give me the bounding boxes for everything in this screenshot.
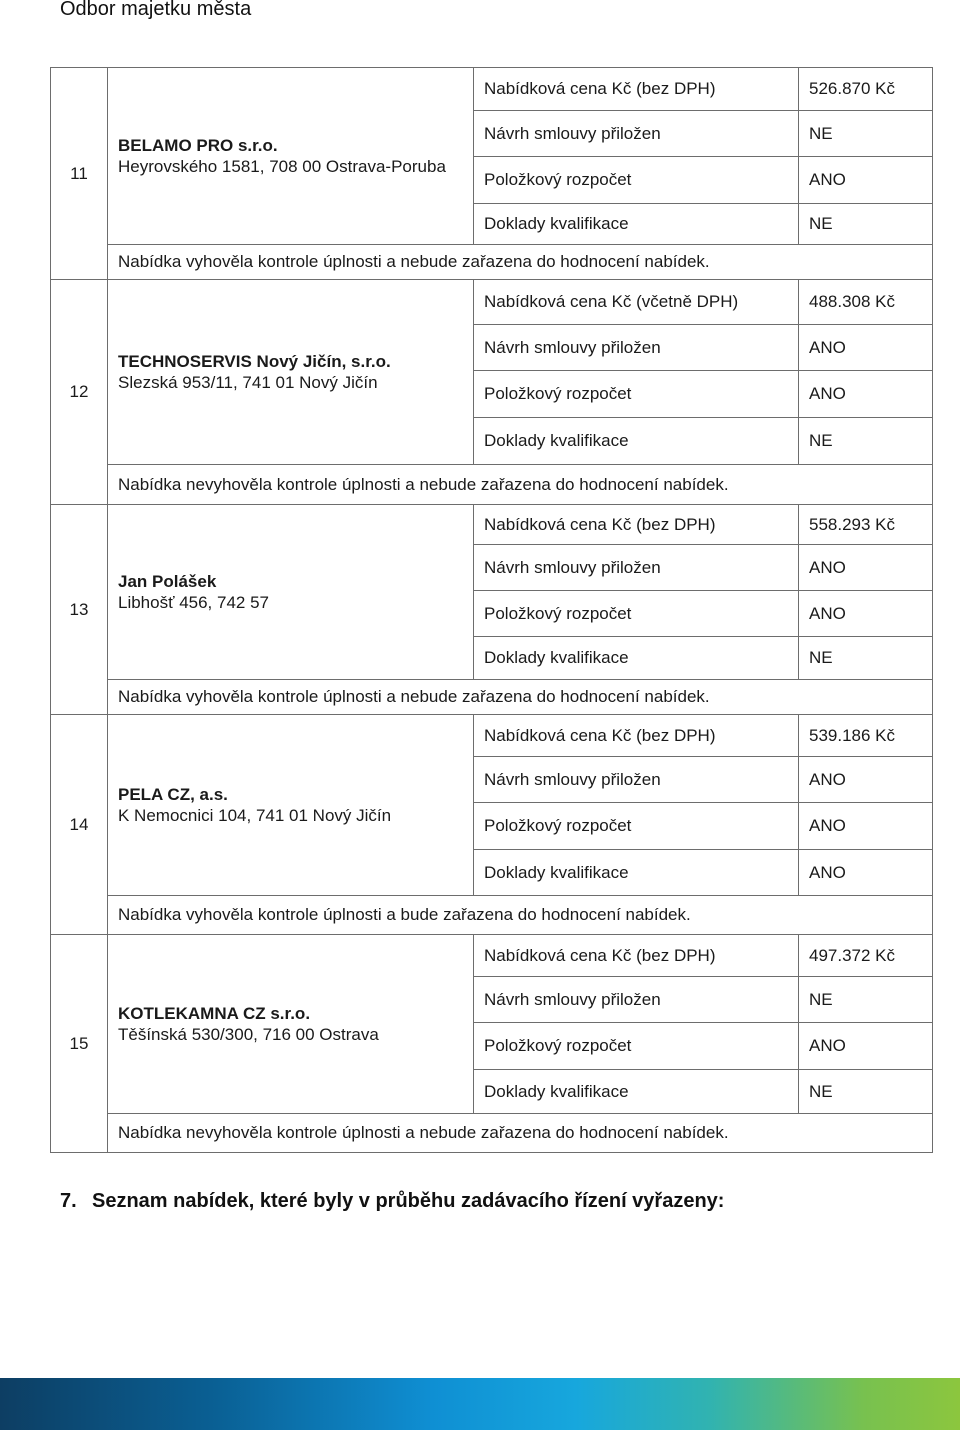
company-name: Jan Polášek	[118, 572, 217, 591]
criterion-label: Nabídková cena Kč (bez DPH)	[474, 935, 799, 977]
bid-row	[51, 935, 933, 977]
note-empty-cell	[799, 245, 933, 280]
bid-result-note: Nabídka vyhověla kontrole úplnosti a nebude zařazena do hodnocení nabídek.	[108, 680, 799, 715]
bid-number: 11	[51, 68, 108, 280]
bid-number: 13	[51, 505, 108, 715]
bid-note-row	[51, 680, 933, 715]
criterion-label: Návrh smlouvy přiložen	[474, 757, 799, 803]
page-header-title: Odbor majetku města	[60, 0, 252, 20]
bid-number: 14	[51, 715, 108, 935]
criterion-value: ANO	[799, 157, 933, 204]
criterion-value: ANO	[799, 757, 933, 803]
criterion-label: Nabídková cena Kč (bez DPH)	[474, 715, 799, 757]
criterion-label: Položkový rozpočet	[474, 371, 799, 418]
bid-result-note: Nabídka vyhověla kontrole úplnosti a bude zařazena do hodnocení nabídek.	[108, 896, 799, 935]
criterion-value: 488.308 Kč	[799, 280, 933, 325]
criterion-label: Nabídková cena Kč (bez DPH)	[474, 505, 799, 545]
note-empty-cell	[799, 896, 933, 935]
criterion-value: ANO	[799, 803, 933, 850]
company-name: PELA CZ, a.s.	[118, 785, 228, 804]
company-name: BELAMO PRO s.r.o.	[118, 136, 278, 155]
bids-table-body	[51, 68, 933, 1153]
criterion-value: ANO	[799, 325, 933, 371]
criterion-label: Nabídková cena Kč (včetně DPH)	[474, 280, 799, 325]
criterion-label: Položkový rozpočet	[474, 157, 799, 204]
criterion-label: Návrh smlouvy přiložen	[474, 111, 799, 157]
criterion-value: NE	[799, 111, 933, 157]
bid-result-note: Nabídka nevyhověla kontrole úplnosti a nebude zařazena do hodnocení nabídek.	[108, 1114, 799, 1153]
criterion-label: Doklady kvalifikace	[474, 204, 799, 245]
bid-note-row	[51, 245, 933, 280]
criterion-label: Položkový rozpočet	[474, 1023, 799, 1070]
bid-company-cell	[108, 280, 474, 465]
criterion-value: NE	[799, 204, 933, 245]
bid-company-cell	[108, 68, 474, 245]
company-address: Slezská 953/11, 741 01 Nový Jičín	[118, 373, 378, 392]
bid-company-cell	[108, 505, 474, 680]
note-empty-cell	[799, 680, 933, 715]
criterion-value: ANO	[799, 1023, 933, 1070]
criterion-value: NE	[799, 977, 933, 1023]
criterion-value: 558.293 Kč	[799, 505, 933, 545]
criterion-value: ANO	[799, 850, 933, 896]
criterion-value: 497.372 Kč	[799, 935, 933, 977]
criterion-value: 526.870 Kč	[799, 68, 933, 111]
bid-result-note: Nabídka vyhověla kontrole úplnosti a nebude zařazena do hodnocení nabídek.	[108, 245, 799, 280]
bid-row	[51, 280, 933, 325]
bid-row	[51, 715, 933, 757]
criterion-label: Návrh smlouvy přiložen	[474, 325, 799, 371]
criterion-label: Položkový rozpočet	[474, 803, 799, 850]
note-empty-cell	[799, 1114, 933, 1153]
criterion-value: NE	[799, 1070, 933, 1114]
bid-number: 12	[51, 280, 108, 505]
section-heading	[60, 1190, 724, 1213]
company-address: Libhošť 456, 742 57	[118, 593, 269, 612]
section-title: Seznam nabídek, které byly v průběhu zadávacího řízení vyřazeny:	[92, 1190, 725, 1212]
criterion-value: NE	[799, 418, 933, 465]
criterion-label: Doklady kvalifikace	[474, 850, 799, 896]
criterion-label: Nabídková cena Kč (bez DPH)	[474, 68, 799, 111]
bid-company-cell	[108, 715, 474, 896]
company-address: K Nemocnici 104, 741 01 Nový Jičín	[118, 806, 392, 825]
criterion-value: ANO	[799, 591, 933, 637]
criterion-label: Doklady kvalifikace	[474, 637, 799, 680]
bid-company-cell	[108, 935, 474, 1114]
criterion-value: ANO	[799, 545, 933, 591]
company-name: TECHNOSERVIS Nový Jičín, s.r.o.	[118, 352, 391, 371]
criterion-value: ANO	[799, 371, 933, 418]
criterion-label: Doklady kvalifikace	[474, 418, 799, 465]
criterion-value: 539.186 Kč	[799, 715, 933, 757]
company-address: Těšínská 530/300, 716 00 Ostrava	[118, 1025, 379, 1044]
criterion-label: Návrh smlouvy přiložen	[474, 977, 799, 1023]
bid-note-row	[51, 465, 933, 505]
note-empty-cell	[799, 465, 933, 505]
company-address: Heyrovského 1581, 708 00 Ostrava-Poruba	[118, 157, 446, 176]
criterion-label: Návrh smlouvy přiložen	[474, 545, 799, 591]
bid-result-note: Nabídka nevyhověla kontrole úplnosti a nebude zařazena do hodnocení nabídek.	[108, 465, 799, 505]
bid-note-row	[51, 1114, 933, 1153]
criterion-value: NE	[799, 637, 933, 680]
bids-table	[50, 67, 933, 1153]
bid-row	[51, 505, 933, 545]
section-number: 7.	[60, 1190, 77, 1212]
bid-number: 15	[51, 935, 108, 1153]
bid-note-row	[51, 896, 933, 935]
bid-row	[51, 68, 933, 111]
footer-gradient-bar	[0, 1378, 960, 1430]
criterion-label: Doklady kvalifikace	[474, 1070, 799, 1114]
criterion-label: Položkový rozpočet	[474, 591, 799, 637]
company-name: KOTLEKAMNA CZ s.r.o.	[118, 1004, 311, 1023]
